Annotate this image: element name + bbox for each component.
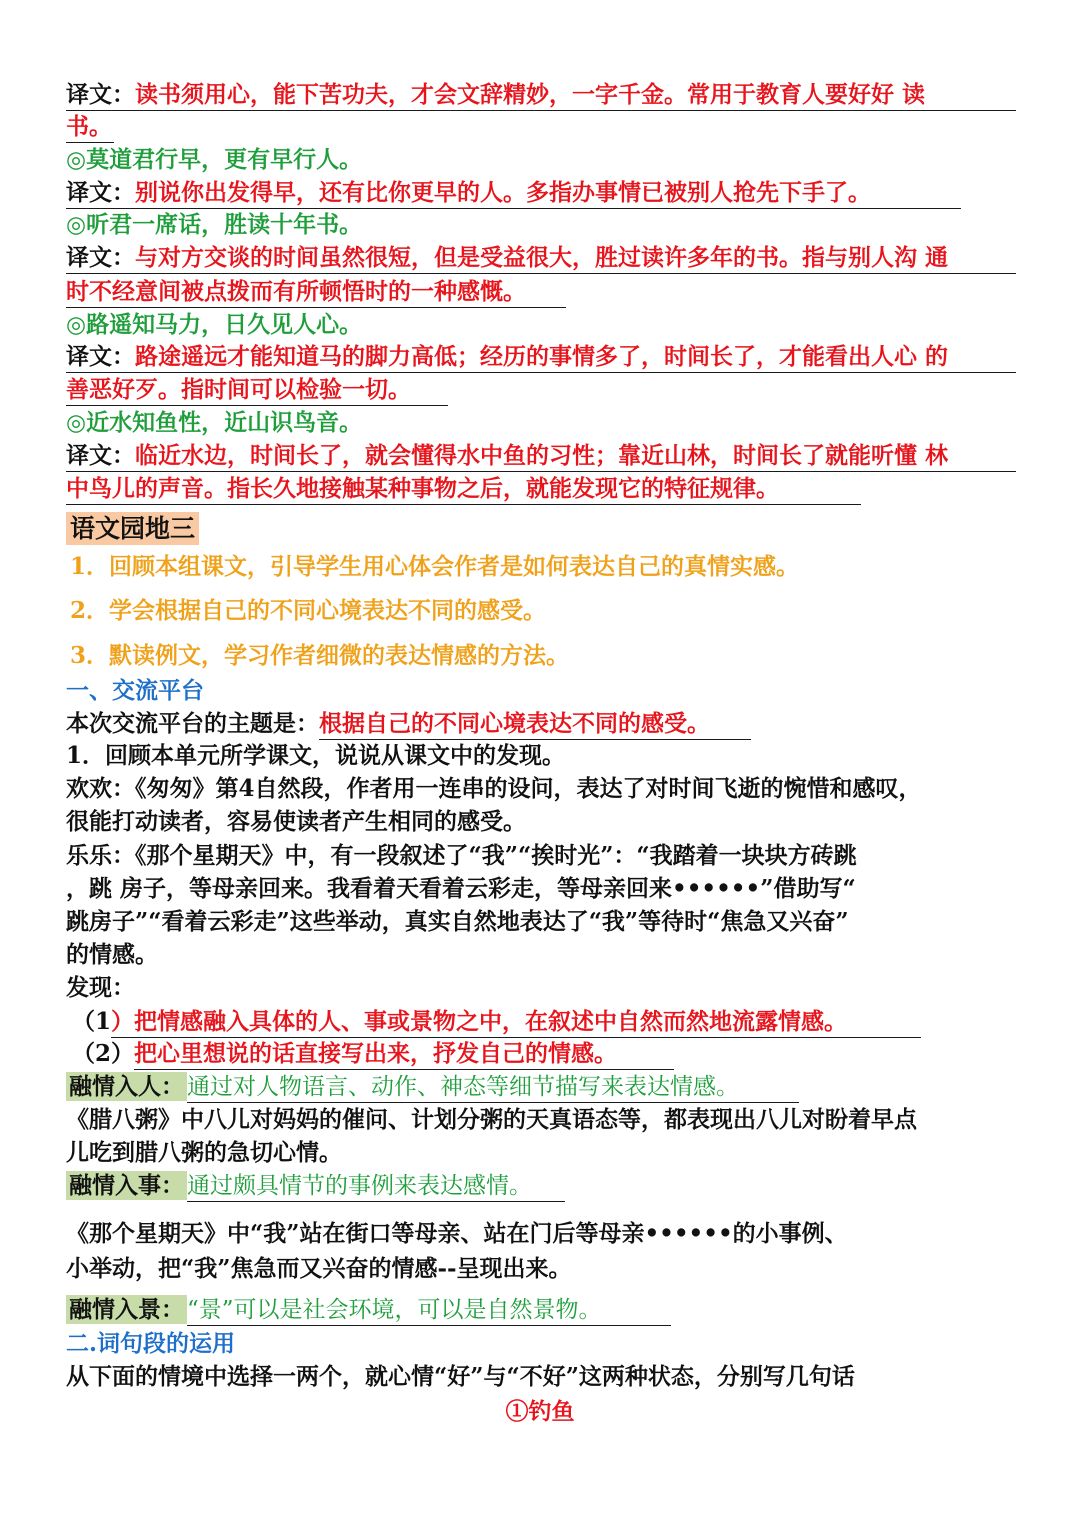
method-line: [66, 1295, 671, 1326]
translation-text: 临近水边，时间长了，就会懂得水中鱼的习性；靠近山林，时间长了就能听懂 林: [135, 442, 949, 469]
body-line: 欢欢：《匆匆》第4自然段，作者用一连串的设问，表达了对时间飞逝的惋惜和感叹，: [66, 775, 922, 802]
proverb-line: ◎路遥知马力，日久见人心。: [66, 311, 363, 338]
translation-line: [66, 441, 1016, 472]
translation-label: 译文：: [66, 442, 135, 469]
translation-line: [66, 80, 1016, 111]
finding-line: [72, 1007, 921, 1038]
part-heading: 一、交流平台: [66, 677, 204, 704]
translation-text: 与对方交谈的时间虽然很短，但是受益很大，胜过读许多年的书。指与别人沟 通: [135, 244, 949, 271]
translation-text: 读书须用心，能下苦功夫，才会文辞精妙，一字千金。常用于教育人要好好 读: [135, 81, 926, 108]
body-line: 儿吃到腊八粥的急切心情。: [66, 1139, 342, 1166]
translation-label: 译文：: [66, 179, 135, 206]
translation-text: 路途遥远才能知道马的脚力高低；经历的事情多了，时间长了，才能看出人心 的: [135, 343, 949, 370]
translation-text: 别说你出发得早，还有比你更早的人。多指办事情已被别人抢先下手了。: [135, 179, 871, 206]
translation-text: 书。: [66, 113, 112, 140]
finding-text: 把心里想说的话直接写出来，抒发自己的情感。: [134, 1040, 618, 1067]
finding-number: （2）: [72, 1040, 135, 1067]
body-line: 《那个星期天》中“我”站在街口等母亲、站在门后等母亲••••••的小事例、: [66, 1220, 848, 1247]
theme-label: 本次交流平台的主题是：: [66, 710, 319, 737]
theme-text: 根据自己的不同心境表达不同的感受。: [319, 710, 710, 737]
body-line: 乐乐：《那个星期天》中，有一段叙述了“我”“挨时光”：“我踏着一块块方砖跳: [66, 842, 857, 869]
method-line: [66, 1072, 799, 1103]
method-line: [66, 1171, 565, 1202]
translation-label: 译文：: [66, 343, 135, 370]
method-label: 融情入人：: [66, 1072, 187, 1101]
section-title: 语文园地三: [66, 512, 199, 545]
translation-line: [66, 178, 961, 209]
method-label: 融情入事：: [66, 1171, 187, 1200]
translation-text: 时不经意间被点拨而有所顿悟时的一种感慨。: [66, 278, 526, 305]
item-line: 1．回顾本单元所学课文，说说从课文中的发现。: [66, 742, 566, 769]
finding-line: [72, 1039, 674, 1070]
finding-number: （1: [72, 1008, 112, 1035]
finding-text: ）把情感融入具体的人、事或景物之中，在叙述中自然而然地流露情感。: [111, 1008, 848, 1035]
translation-line: [66, 342, 1016, 373]
goal-item: 3．默读例文，学习作者细微的表达情感的方法。: [70, 642, 570, 669]
proverb-line: ◎听君一席话，胜读十年书。: [66, 211, 363, 238]
proverb-line: ◎莫道君行早，更有早行人。: [66, 146, 363, 173]
section-title-line: [66, 512, 199, 546]
body-line: 小举动，把“我”焦急而又兴奋的情感--呈现出来。: [66, 1255, 572, 1282]
translation-label: 译文：: [66, 244, 135, 271]
method-text: 通过颇具情节的事例来表达感情。: [187, 1173, 532, 1199]
method-text: “景”可以是社会环境，可以是自然景物。: [187, 1297, 602, 1323]
proverb-line: ◎近水知鱼性，近山识鸟音。: [66, 409, 363, 436]
sub-heading: ①钓鱼: [505, 1398, 575, 1425]
translation-line: [66, 243, 1016, 274]
translation-text: 善恶好歹。指时间可以检验一切。: [66, 376, 411, 403]
found-label: 发现：: [66, 974, 135, 1001]
method-label: 融情入景：: [66, 1295, 187, 1324]
method-text: 通过对人物语言、动作、神态等细节描写来表达情感。: [187, 1074, 739, 1100]
goal-item: 2．学会根据自己的不同心境表达不同的感受。: [70, 597, 547, 624]
body-line: 从下面的情境中选择一两个，就心情“好”与“不好”这两种状态，分别写几句话: [66, 1363, 855, 1390]
translation-label: 译文：: [66, 81, 135, 108]
body-line: 的情感。: [66, 941, 158, 968]
body-line: 很能打动读者，容易使读者产生相同的感受。: [66, 808, 526, 835]
translation-line: [66, 375, 448, 406]
body-line: 《腊八粥》中八儿对妈妈的催问、计划分粥的天真语态等，都表现出八儿对盼着早点: [66, 1106, 917, 1133]
translation-line: [66, 112, 114, 143]
translation-line: [66, 474, 861, 505]
part-heading: 二.词句段的运用: [66, 1330, 236, 1357]
body-line: ，跳 房子，等母亲回来。我看着天看着云彩走，等母亲回来••••••”借助写“: [66, 875, 856, 902]
goal-item: 1．回顾本组课文，引导学生用心体会作者是如何表达自己的真情实感。: [70, 553, 800, 580]
body-line: 跳房子”“看着云彩走”这些举动，真实自然地表达了“我”等待时“焦急又兴奋”: [66, 908, 849, 935]
theme-line: [66, 709, 751, 740]
translation-text: 中鸟儿的声音。指长久地接触某种事物之后，就能发现它的特征规律。: [66, 475, 779, 502]
translation-line: [66, 277, 566, 308]
